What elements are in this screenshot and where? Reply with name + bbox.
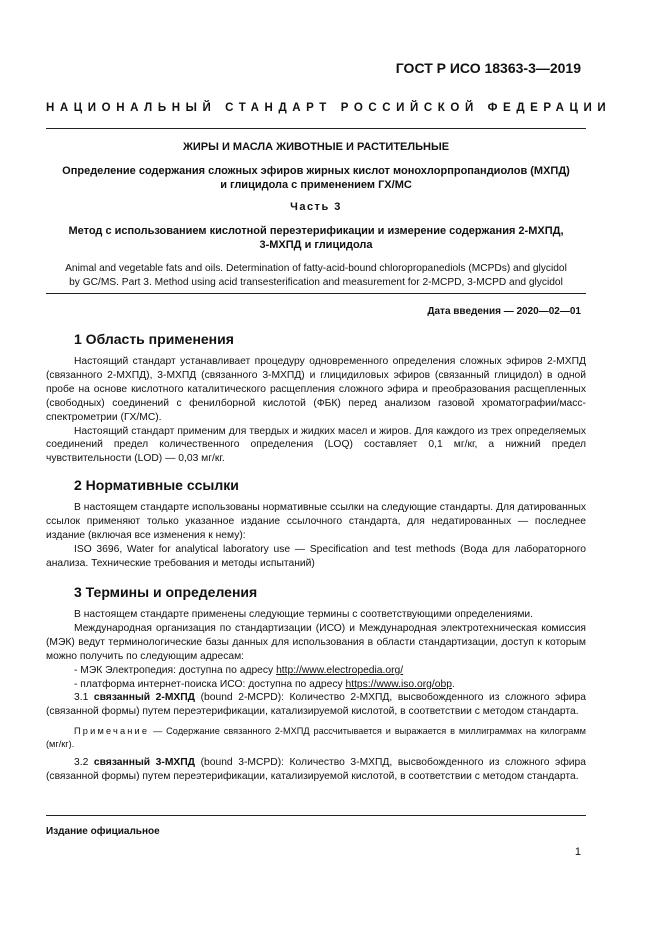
- footer-divider: [46, 815, 586, 816]
- iso-obp-line: - платформа интернет-поиска ИСО: доступна по адресу https://www.iso.org/obp.: [74, 678, 455, 690]
- section-2-body: [46, 501, 586, 571]
- section-1-heading: 1 Область применения: [74, 331, 234, 347]
- paragraph: В настоящем стандарте применены следующие термины с соответствующими определениями.: [74, 609, 534, 620]
- section-3-body: [46, 608, 586, 784]
- electropedia-link[interactable]: http://www.electropedia.org/: [276, 664, 404, 676]
- document-title: ЖИРЫ И МАСЛА ЖИВОТНЫЕ И РАСТИТЕЛЬНЫЕ: [182, 141, 450, 153]
- section-3-heading: 3 Термины и определения: [74, 584, 258, 600]
- section-1-body: [46, 355, 586, 466]
- gost-code: ГОСТ Р ИСО 18363-3—2019: [395, 60, 581, 76]
- paragraph: Настоящий стандарт применим для твердых и жидких масел и жиров. Для каждого из трех определяемых соединений предел количественного определения (LOQ) составляет 0,1 мг/кг, а нижний предел чувствительности (LOD) — 0,03 мг/кг.: [46, 425, 586, 465]
- term-3-1: 3.1 связанный 2-МХПД (bound 2-MCPD): Количество 2-МХПД, высвобожденного из сложного эфира (связанной формы) путем переэтерификации, катализируемой кислотой, в соответствии с методом стандарта.: [46, 692, 586, 718]
- iso-obp-link[interactable]: https://www.iso.org/obp: [345, 678, 452, 690]
- national-standard-banner: НАЦИОНАЛЬНЫЙ СТАНДАРТ РОССИЙСКОЙ ФЕДЕРАЦИИ: [46, 102, 612, 114]
- note-label: Примечание: [74, 726, 150, 737]
- note: Примечание — Содержание связанного 2-МХПД рассчитывается и выражается в миллиграммах на килограмм (мг/кг).: [46, 726, 586, 749]
- part-label: Часть 3: [290, 201, 342, 213]
- page-number: 1: [574, 846, 581, 858]
- english-title: Animal and vegetable fats and oils. Determination of fatty-acid-bound chloropropanediols (MCPDs) and glycidol by GC/MS. Part 3. Method using acid transesterification and measurement for 2-MCPD, 3-MCPD and glycidol: [65, 263, 567, 288]
- header-divider: [46, 128, 586, 129]
- reference-iso-3696: ISO 3696, Water for analytical laboratory use — Specification and test methods (Вода для лабораторного анализа. Технические требования и методы испытаний): [46, 543, 586, 569]
- term-3-2: 3.2 связанный 3-МХПД (bound 3-MCPD): Количество 3-МХПД, высвобожденного из сложного эфира (связанной формы) путем переэтерификации, катализируемой кислотой, в соответствии с методом стандарта.: [46, 757, 586, 783]
- term-3-1-name: связанный 2-МХПД: [93, 692, 196, 704]
- paragraph: Настоящий стандарт устанавливает процедуру одновременного определения сложных эфиров 2-МХПД (связанного 2-МХПД), 3-МХПД (связанного 3-МХПД) и глицидиловых эфиров (связанный глицидол) в одной пробе на основе кислотного каталитического расщепления сложного эфира и преобразования расщепленных (свободных) соединений с фенилборной кислотой (ФБК) перед анализом газовой хроматографии/масс-спектрометрии (ГХ/МС).: [46, 356, 586, 423]
- method-title: Метод с использованием кислотной переэтерификации и измерение содержания 2-МХПД, 3-МХПД и глицидола: [68, 225, 564, 251]
- paragraph: В настоящем стандарте использованы нормативные ссылки на следующие стандарты. Для датированных ссылок применяют только указанное издание ссылочного стандарта, для недатированных — последнее издание (включая все изменения к нему):: [46, 502, 586, 541]
- introduction-date: Дата введения — 2020—02—01: [427, 306, 581, 317]
- document-subtitle: Определение содержания сложных эфиров жирных кислот монохлорпропандиолов (МХПД) и глицидола с применением ГХ/МС: [62, 165, 570, 191]
- official-edition-label: Издание официальное: [46, 826, 160, 837]
- title-divider: [46, 293, 586, 294]
- paragraph: Международная организация по стандартизации (ИСО) и Международная электротехническая комиссия (МЭК) ведут терминологические базы данных для использования в области стандартизации, доступ к которым можно получить по следующим адресам:: [46, 622, 586, 662]
- term-3-2-name: связанный 3-МХПД: [93, 757, 196, 769]
- iec-electropedia-line: - МЭК Электропедия: доступна по адресу http://www.electropedia.org/: [74, 664, 404, 676]
- section-2-heading: 2 Нормативные ссылки: [74, 477, 239, 493]
